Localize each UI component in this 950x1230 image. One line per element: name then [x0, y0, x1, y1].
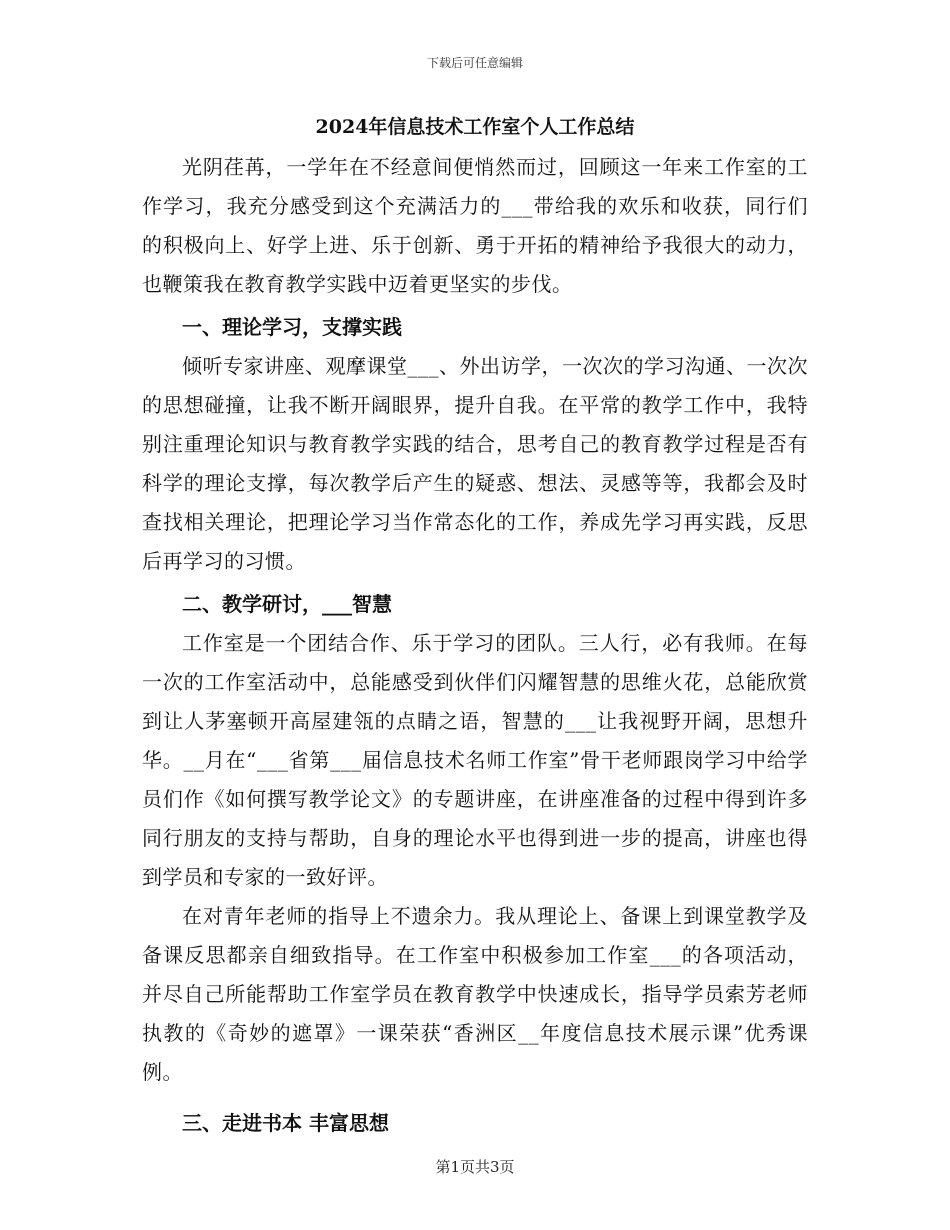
- section-2-paragraph-1: 工作室是一个团结合作、乐于学习的团队。三人行，必有我师。在每一次的工作室活动中，总能感受到伙伴们闪耀智慧的思维火花，总能欣赏到让人茅塞顿开高屋建瓴的点睛之语，智慧的___让我视野开阔，思想升华。__月在“___省第___届信息技术名师工作室”骨干老师跟岗学习中给学员们作《如何撰写教学论文》的专题讲座，在讲座准备的过程中得到许多同行朋友的支持与帮助，自身的理论水平也得到进一步的提高，讲座也得到学员和专家的一致好评。: [142, 631, 808, 889]
- intro-paragraph: 光阴荏苒，一学年在不经意间便悄然而过，回顾这一年来工作室的工作学习，我充分感受到这个充满活力的___带给我的欢乐和收获，同行们的积极向上、好学上进、乐于创新、勇于开拓的精神给予我很大的动力，也鞭策我在教育教学实践中迈着更坚实的步伐。: [142, 155, 808, 296]
- section-heading-1: 一、理论学习，支撑实践: [182, 315, 402, 339]
- page-footer: 第1页共3页: [435, 1158, 515, 1176]
- header-note: 下载后可任意编辑: [426, 56, 523, 70]
- document-title: 2024年信息技术工作室个人工作总结: [315, 116, 635, 138]
- document-body: [142, 110, 808, 1143]
- section-2-paragraph-2: 在对青年老师的指导上不遗余力。我从理论上、备课上到课堂教学及备课反思都亲自细致指导。在工作室中积极参加工作室___的各项活动，并尽自己所能帮助工作室学员在教育教学中快速成长，指导学员索芳老师执教的《奇妙的遮罩》一课荣获“香洲区__年度信息技术展示课”优秀课例。: [142, 904, 808, 1084]
- section-heading-3: 三、走进书本 丰富思想: [182, 1111, 389, 1135]
- section-heading-2: 二、教学研讨，___智慧: [182, 592, 392, 616]
- section-1-paragraph-1: 倾听专家讲座、观摩课堂___、外出访学，一次次的学习沟通、一次次的思想碰撞，让我不断开阔眼界，提升自我。在平常的教学工作中，我特别注重理论知识与教育教学实践的结合，思考自己的教育教学过程是否有科学的理论支撑，每次教学后产生的疑惑、想法、灵感等等，我都会及时查找相关理论，把理论学习当作常态化的工作，养成先学习再实践，反思后再学习的习惯。: [142, 354, 808, 573]
